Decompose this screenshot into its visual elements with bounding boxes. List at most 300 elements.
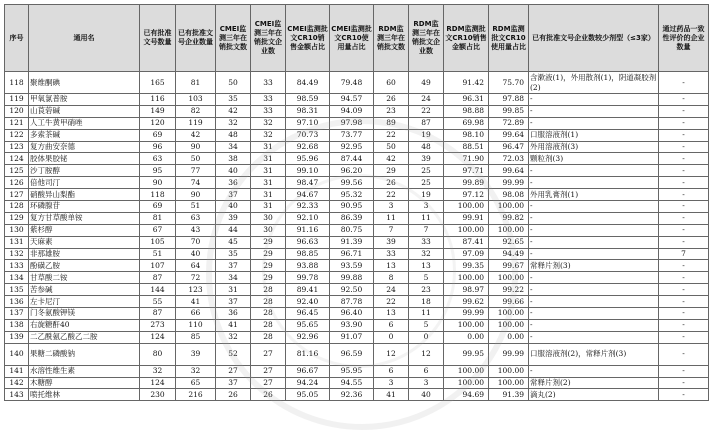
table-cell: 48 xyxy=(216,129,251,141)
table-cell: 119 xyxy=(5,94,29,106)
table-cell: 28 xyxy=(251,284,286,296)
table-cell: 92.96 xyxy=(286,331,330,343)
table-cell: - xyxy=(529,201,659,213)
table-cell: 84.49 xyxy=(286,72,330,94)
table-cell: 100.00 xyxy=(444,201,489,213)
table-cell: 滴丸(2) xyxy=(529,389,659,401)
table-cell: 13 xyxy=(409,260,444,272)
table-cell: - xyxy=(659,331,709,343)
table-cell: 35 xyxy=(216,94,251,106)
table-cell: 34 xyxy=(216,141,251,153)
table-cell: 96.59 xyxy=(330,343,374,365)
table-cell: 96.47 xyxy=(489,141,529,153)
table-cell: 92.65 xyxy=(489,236,529,248)
table-cell: 120 xyxy=(5,105,29,117)
table-row xyxy=(5,153,709,165)
table-cell: 39 xyxy=(176,343,216,365)
table-row xyxy=(5,165,709,177)
table-row xyxy=(5,236,709,248)
table-cell: - xyxy=(529,94,659,106)
table-cell: 39 xyxy=(374,236,409,248)
table-cell: 6 xyxy=(374,365,409,377)
table-cell: 95.95 xyxy=(330,365,374,377)
table-cell: - xyxy=(659,141,709,153)
table-cell: 左卡尼汀 xyxy=(29,296,140,308)
table-cell: 22 xyxy=(409,105,444,117)
table-cell: 39 xyxy=(216,212,251,224)
table-cell: 91.16 xyxy=(286,224,330,236)
table-cell: - xyxy=(529,177,659,189)
table-cell: 100.00 xyxy=(489,272,529,284)
table-cell: 97.09 xyxy=(444,248,489,260)
table-cell: 273 xyxy=(140,319,176,331)
table-cell: 98.85 xyxy=(286,248,330,260)
table-cell: 硝酸异山梨酯 xyxy=(29,189,140,201)
table-cell: 3 xyxy=(409,377,444,389)
table-cell: 67 xyxy=(140,224,176,236)
table-cell: 125 xyxy=(5,165,29,177)
table-cell: - xyxy=(659,177,709,189)
table-cell: 8 xyxy=(374,272,409,284)
table-row xyxy=(5,72,709,94)
table-cell: 3 xyxy=(374,201,409,213)
table-cell: 95.65 xyxy=(286,319,330,331)
table-cell: 99.64 xyxy=(489,165,529,177)
table-cell: 99.91 xyxy=(444,212,489,224)
table-cell: 28 xyxy=(251,319,286,331)
table-cell: 40 xyxy=(216,201,251,213)
column-header: CMEI监测批文CR10使用量占比 xyxy=(330,5,374,72)
table-cell: 230 xyxy=(140,389,176,401)
table-cell: 97.10 xyxy=(286,117,330,129)
table-cell: 27 xyxy=(251,365,286,377)
table-row xyxy=(5,260,709,272)
column-header: 已有批准文号企业数量 xyxy=(176,5,216,72)
table-cell: - xyxy=(659,389,709,401)
table-cell: 69.98 xyxy=(444,117,489,129)
table-cell: 40 xyxy=(409,389,444,401)
column-header: 序号 xyxy=(5,5,29,72)
table-row xyxy=(5,177,709,189)
table-cell: 81.16 xyxy=(286,343,330,365)
table-cell: 22 xyxy=(374,129,409,141)
table-row xyxy=(5,212,709,224)
table-cell: 63 xyxy=(176,212,216,224)
table-cell: 127 xyxy=(5,189,29,201)
table-cell: 41 xyxy=(374,389,409,401)
table-cell: - xyxy=(659,308,709,320)
table-cell: 32 xyxy=(251,129,286,141)
table-cell: 28 xyxy=(251,331,286,343)
table-cell: 96.20 xyxy=(330,165,374,177)
table-cell: 99.35 xyxy=(444,260,489,272)
table-cell: - xyxy=(529,365,659,377)
table-cell: 非那雄胺 xyxy=(29,248,140,260)
table-cell: - xyxy=(659,343,709,365)
table-row xyxy=(5,284,709,296)
column-header: CMEI监测批文CR10销售金额占比 xyxy=(286,5,330,72)
column-header: 已有批准文号企业数较少剂型（≤3家） xyxy=(529,5,659,72)
table-cell: 96.45 xyxy=(286,308,330,320)
table-cell: 37 xyxy=(216,260,251,272)
table-cell: 29 xyxy=(251,248,286,260)
table-cell: 33 xyxy=(374,248,409,260)
table-cell: 二乙酰氨乙酸乙二胺 xyxy=(29,331,140,343)
table-cell: 39 xyxy=(409,153,444,165)
table-row xyxy=(5,105,709,117)
table-cell: 人工牛黄甲硝唑 xyxy=(29,117,140,129)
table-cell: 苦参碱 xyxy=(29,284,140,296)
table-cell: 24 xyxy=(374,284,409,296)
table-cell: 133 xyxy=(5,260,29,272)
table-cell: 87 xyxy=(140,272,176,284)
table-cell: 72 xyxy=(176,272,216,284)
table-cell: 34 xyxy=(216,272,251,284)
table-cell: 121 xyxy=(5,117,29,129)
table-body xyxy=(5,72,709,401)
table-cell: 41 xyxy=(176,296,216,308)
table-cell: 40 xyxy=(216,165,251,177)
table-cell: 7 xyxy=(659,248,709,260)
table-cell: 94.24 xyxy=(286,377,330,389)
table-cell: 100.00 xyxy=(489,319,529,331)
table-cell: - xyxy=(659,105,709,117)
table-cell: 99.66 xyxy=(489,296,529,308)
table-cell: 135 xyxy=(5,284,29,296)
table-cell: 酚磺乙胺 xyxy=(29,260,140,272)
table-cell: 27 xyxy=(251,343,286,365)
table-cell: 50 xyxy=(216,72,251,94)
table-cell: 90 xyxy=(176,141,216,153)
table-cell: 69 xyxy=(140,129,176,141)
table-cell: 87 xyxy=(409,117,444,129)
table-cell: 99.82 xyxy=(489,212,529,224)
table-cell: - xyxy=(659,224,709,236)
table-cell: 42 xyxy=(216,105,251,117)
table-cell: 常释片剂(3) xyxy=(529,260,659,272)
table-cell: 26 xyxy=(374,94,409,106)
table-cell: 69 xyxy=(140,201,176,213)
column-header: 已有批准文号数量 xyxy=(140,5,176,72)
column-header: RDM监测批文CR10销售金额占比 xyxy=(444,5,489,72)
table-cell: 91.39 xyxy=(489,389,529,401)
table-cell: 31 xyxy=(251,141,286,153)
table-cell: 65 xyxy=(176,377,216,389)
table-cell: 99.56 xyxy=(330,177,374,189)
table-cell: - xyxy=(659,319,709,331)
table-row xyxy=(5,331,709,343)
table-cell: 25 xyxy=(409,177,444,189)
table-cell: 99.99 xyxy=(489,343,529,365)
table-cell: 90 xyxy=(140,177,176,189)
table-cell: 123 xyxy=(176,284,216,296)
table-cell: 36 xyxy=(216,177,251,189)
table-cell: 97.98 xyxy=(330,117,374,129)
table-cell: 99.67 xyxy=(489,260,529,272)
table-cell: 口服溶液剂(1) xyxy=(529,129,659,141)
table-cell: 32 xyxy=(140,365,176,377)
table-cell: - xyxy=(659,377,709,389)
table-cell: 92.10 xyxy=(286,212,330,224)
table-cell: 50 xyxy=(176,153,216,165)
table-cell: 149 xyxy=(140,105,176,117)
table-cell: 103 xyxy=(176,94,216,106)
table-cell: 门冬氨酸钾镁 xyxy=(29,308,140,320)
table-cell: 0.00 xyxy=(444,331,489,343)
table-cell: 100.00 xyxy=(489,365,529,377)
table-cell: 118 xyxy=(140,189,176,201)
table-cell: 87.41 xyxy=(444,236,489,248)
table-cell: 51 xyxy=(140,248,176,260)
table-cell: - xyxy=(659,165,709,177)
table-container xyxy=(4,4,705,401)
table-cell: 123 xyxy=(5,141,29,153)
table-cell: 99.22 xyxy=(489,284,529,296)
table-cell: 33 xyxy=(409,236,444,248)
table-cell: 29 xyxy=(251,272,286,284)
table-cell: 99.99 xyxy=(444,308,489,320)
table-cell: 18 xyxy=(409,296,444,308)
table-cell: 92.50 xyxy=(330,284,374,296)
table-cell: 87.78 xyxy=(330,296,374,308)
table-cell: 19 xyxy=(409,189,444,201)
table-cell: 0 xyxy=(409,331,444,343)
table-cell: 87 xyxy=(140,308,176,320)
table-cell: 95 xyxy=(140,165,176,177)
table-cell: 99.85 xyxy=(489,105,529,117)
table-cell: 136 xyxy=(5,296,29,308)
table-cell: - xyxy=(529,224,659,236)
table-cell: - xyxy=(659,153,709,165)
column-header: RDM监测三年在销批文数 xyxy=(374,5,409,72)
table-cell: 216 xyxy=(176,389,216,401)
table-cell: 99.99 xyxy=(489,177,529,189)
table-cell: - xyxy=(659,296,709,308)
table-cell: 74 xyxy=(176,177,216,189)
table-cell: 32 xyxy=(216,331,251,343)
table-cell: 88.51 xyxy=(444,141,489,153)
column-header: CMEI监测三年在销批文企业数 xyxy=(251,5,286,72)
table-cell: - xyxy=(529,105,659,117)
table-cell: - xyxy=(529,319,659,331)
table-cell: 19 xyxy=(409,129,444,141)
table-cell: 23 xyxy=(409,284,444,296)
table-cell: 120 xyxy=(140,117,176,129)
table-cell: 92.40 xyxy=(286,296,330,308)
table-cell: 80.75 xyxy=(330,224,374,236)
table-cell: 36 xyxy=(216,308,251,320)
table-cell: 100.00 xyxy=(444,272,489,284)
table-cell: 92.68 xyxy=(286,141,330,153)
table-cell: 紫杉醇 xyxy=(29,224,140,236)
column-header: 通过药品一致性评价的企业数量 xyxy=(659,5,709,72)
column-header: RDM监测批文CR10使用量占比 xyxy=(489,5,529,72)
table-cell: 52 xyxy=(216,343,251,365)
table-cell: - xyxy=(529,236,659,248)
table-cell: 98.31 xyxy=(286,105,330,117)
table-cell: 31 xyxy=(251,177,286,189)
table-cell: 复方曲安奈德 xyxy=(29,141,140,153)
table-cell: 98.08 xyxy=(489,189,529,201)
table-cell: 98.10 xyxy=(444,129,489,141)
table-cell: 98.47 xyxy=(286,177,330,189)
table-cell: 94.69 xyxy=(444,389,489,401)
table-cell: 75.70 xyxy=(489,72,529,94)
table-cell: 142 xyxy=(5,377,29,389)
table-cell: 97.12 xyxy=(444,189,489,201)
table-cell: 水溶性维生素 xyxy=(29,365,140,377)
table-cell: 32 xyxy=(176,365,216,377)
table-cell: 复方甘草酸单铵 xyxy=(29,212,140,224)
table-row xyxy=(5,377,709,389)
header-row xyxy=(5,5,709,72)
table-cell: 甘草酸二铵 xyxy=(29,272,140,284)
table-cell: 右旋糖酐40 xyxy=(29,319,140,331)
table-cell: 7 xyxy=(409,224,444,236)
table-cell: 13 xyxy=(374,308,409,320)
table-cell: 天麻素 xyxy=(29,236,140,248)
table-cell: 80 xyxy=(140,343,176,365)
table-cell: 环磷腺苷 xyxy=(29,201,140,213)
table-cell: 94.57 xyxy=(330,94,374,106)
table-cell: 29 xyxy=(251,260,286,272)
table-cell: 33 xyxy=(251,105,286,117)
table-cell: - xyxy=(529,296,659,308)
table-cell: 41 xyxy=(216,319,251,331)
table-cell: 98.97 xyxy=(444,284,489,296)
table-cell: 31 xyxy=(251,165,286,177)
table-cell: 42 xyxy=(374,153,409,165)
table-cell: - xyxy=(529,284,659,296)
table-cell: 116 xyxy=(140,94,176,106)
table-row xyxy=(5,296,709,308)
table-cell: - xyxy=(529,117,659,129)
table-cell: 96.71 xyxy=(330,248,374,260)
table-cell: 124 xyxy=(5,153,29,165)
table-cell: 果糖二磷酸钠 xyxy=(29,343,140,365)
table-cell: 95.32 xyxy=(330,189,374,201)
table-cell: 多索茶碱 xyxy=(29,129,140,141)
table-cell: 86.39 xyxy=(330,212,374,224)
table-cell: 口服溶液剂(2)，常释片剂(3) xyxy=(529,343,659,365)
table-cell: 7 xyxy=(374,224,409,236)
table-cell: 122 xyxy=(5,129,29,141)
table-cell: 81 xyxy=(176,72,216,94)
table-row xyxy=(5,224,709,236)
table-cell: 30 xyxy=(251,224,286,236)
table-cell: 99.62 xyxy=(444,296,489,308)
table-cell: 99.88 xyxy=(330,272,374,284)
table-cell: 63 xyxy=(140,153,176,165)
table-cell: 颗粒剂(3) xyxy=(529,153,659,165)
table-cell: - xyxy=(659,365,709,377)
table-cell: 93.59 xyxy=(330,260,374,272)
table-cell: 95.96 xyxy=(286,153,330,165)
table-cell: 141 xyxy=(5,365,29,377)
table-cell: 82 xyxy=(176,105,216,117)
table-cell: 92.33 xyxy=(286,201,330,213)
table-cell: 66 xyxy=(176,308,216,320)
table-cell: 外用乳膏剂(1) xyxy=(529,189,659,201)
table-cell: 97.88 xyxy=(489,94,529,106)
table-cell: 22 xyxy=(374,189,409,201)
table-cell: 137 xyxy=(5,308,29,320)
table-cell: - xyxy=(659,201,709,213)
table-cell: 3 xyxy=(409,201,444,213)
table-cell: 94.09 xyxy=(330,105,374,117)
table-row xyxy=(5,189,709,201)
table-cell: 126 xyxy=(5,177,29,189)
table-cell: 45 xyxy=(216,236,251,248)
table-cell: 48 xyxy=(409,141,444,153)
table-cell: 100.00 xyxy=(489,201,529,213)
table-cell: 6 xyxy=(409,365,444,377)
table-cell: 99.89 xyxy=(444,177,489,189)
table-cell: 97.71 xyxy=(444,165,489,177)
table-cell: 外用溶液剂(3) xyxy=(529,141,659,153)
table-cell: 42 xyxy=(176,129,216,141)
table-cell: 22 xyxy=(374,296,409,308)
table-cell: 24 xyxy=(409,94,444,106)
drug-approval-table xyxy=(4,4,709,401)
table-cell: 100.00 xyxy=(489,377,529,389)
table-cell: 129 xyxy=(5,212,29,224)
table-cell: 96 xyxy=(140,141,176,153)
table-cell: 常释片剂(2) xyxy=(529,377,659,389)
table-cell: 30 xyxy=(251,212,286,224)
table-cell: 32 xyxy=(409,248,444,260)
table-cell: 107 xyxy=(140,260,176,272)
table-cell: - xyxy=(659,129,709,141)
table-cell: - xyxy=(659,72,709,94)
table-cell: 27 xyxy=(251,377,286,389)
table-cell: 70 xyxy=(176,236,216,248)
table-cell: 87.44 xyxy=(330,153,374,165)
table-row xyxy=(5,389,709,401)
table-cell: 0.00 xyxy=(489,331,529,343)
table-cell: 5 xyxy=(409,272,444,284)
table-cell: 29 xyxy=(374,165,409,177)
table-cell: 32 xyxy=(216,117,251,129)
table-cell: 12 xyxy=(374,343,409,365)
table-cell: 33 xyxy=(251,94,286,106)
table-cell: 100.00 xyxy=(444,319,489,331)
table-cell: 91.42 xyxy=(444,72,489,94)
table-cell: 32 xyxy=(251,117,286,129)
table-row xyxy=(5,248,709,260)
table-cell: 26 xyxy=(251,389,286,401)
table-cell: 124 xyxy=(140,331,176,343)
table-cell: 100.00 xyxy=(489,308,529,320)
table-cell: - xyxy=(659,117,709,129)
table-cell: 35 xyxy=(216,248,251,260)
table-cell: 139 xyxy=(5,331,29,343)
table-cell: 31 xyxy=(216,284,251,296)
column-header: CMEI监测三年在销批文数 xyxy=(216,5,251,72)
table-cell: 124 xyxy=(140,377,176,389)
table-cell: 130 xyxy=(5,224,29,236)
table-cell: 90 xyxy=(176,189,216,201)
table-cell: 96.67 xyxy=(286,365,330,377)
table-cell: 13 xyxy=(374,260,409,272)
table-cell: 100.00 xyxy=(444,377,489,389)
table-cell: - xyxy=(659,284,709,296)
table-cell: 28 xyxy=(251,296,286,308)
table-cell: 98.59 xyxy=(286,94,330,106)
table-row xyxy=(5,343,709,365)
table-cell: 11 xyxy=(374,212,409,224)
table-cell: 93.88 xyxy=(286,260,330,272)
